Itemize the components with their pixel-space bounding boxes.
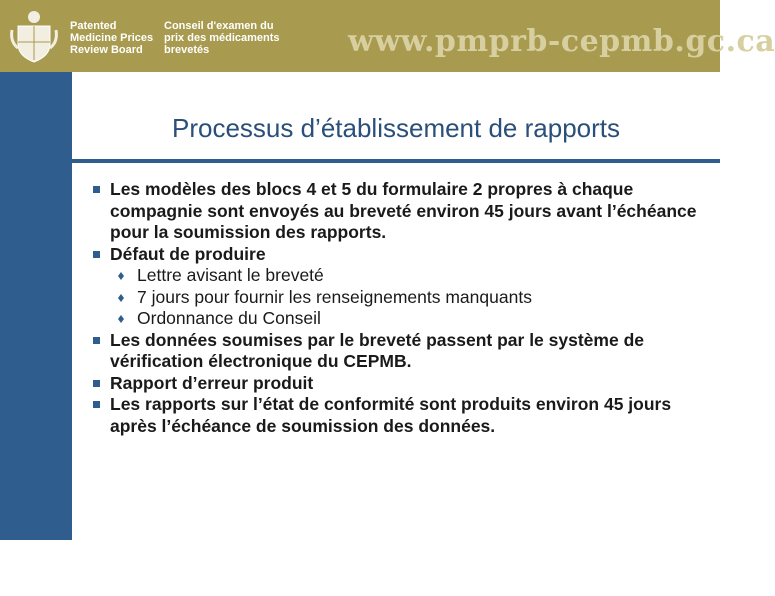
bullet-item: Les rapports sur l’état de conformité sont produits environ 45 jours après l’échéance de soumission des données. xyxy=(90,394,705,437)
bullet-item: Rapport d’erreur produit xyxy=(90,373,705,395)
slide-title: Processus d’établissement de rapports xyxy=(171,113,620,143)
left-sidebar xyxy=(0,72,72,596)
website-url: www.pmprb-cepmb.gc.ca xyxy=(348,24,775,59)
sub-bullet-item: Ordonnance du Conseil xyxy=(90,308,705,330)
bullet-item: Les modèles des blocs 4 et 5 du formulaire 2 propres à chaque compagnie sont envoyés au breveté environ 45 jours avant l’échéance pour la soumission des rapports. xyxy=(90,179,705,244)
header-banner xyxy=(0,0,775,72)
sub-bullet-item: 7 jours pour fournir les renseignements manquants xyxy=(90,287,705,309)
org-name-english: Patented Medicine Prices Review Board xyxy=(70,20,154,56)
sub-bullet-item: Lettre avisant le breveté xyxy=(90,265,705,287)
coat-of-arms-icon xyxy=(10,8,58,66)
bullet-list xyxy=(90,179,705,437)
org-name-french: Conseil d'examen du prix des médicaments brevetés xyxy=(164,20,280,56)
bullet-item: Défaut de produire xyxy=(90,244,705,266)
bullet-item: Les données soumises par le breveté passent par le système de vérification électronique du CEPMB. xyxy=(90,330,705,373)
page-number: 49 xyxy=(22,581,37,596)
title-divider xyxy=(72,159,720,163)
